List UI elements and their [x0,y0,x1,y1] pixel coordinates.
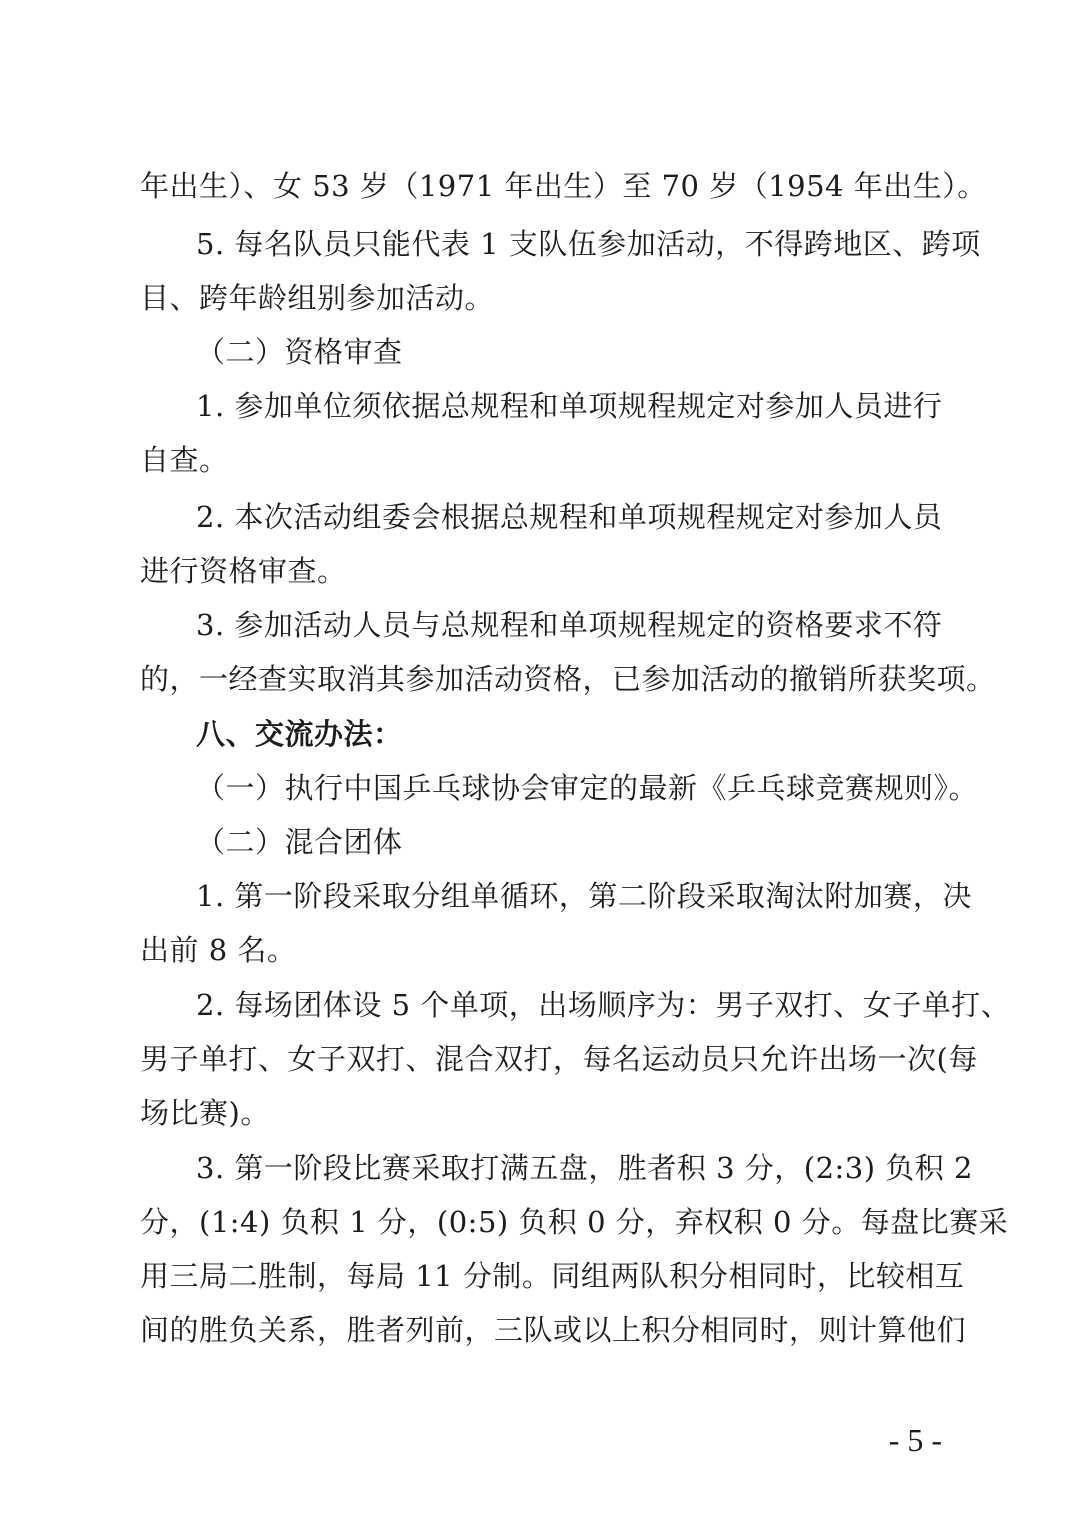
text-line: 的，一经查实取消其参加活动资格，已参加活动的撤销所获奖项。 [140,662,996,696]
text-line: 目、跨年龄组别参加活动。 [140,281,495,315]
text-line: 5. 每名队员只能代表 1 支队伍参加活动，不得跨地区、跨项 [196,227,981,261]
text-line: 1. 参加单位须依据总规程和单项规程规定对参加人员进行 [196,389,943,423]
text-line: 自查。 [140,443,229,477]
text-line: 2. 每场团体设 5 个单项，出场顺序为：男子双打、女子单打、 [196,988,1011,1022]
text-line: 3. 第一阶段比赛采取打满五盘，胜者积 3 分，(2:3) 负积 2 [196,1151,973,1185]
text-line: （一）执行中国乒乓球协会审定的最新《乒乓球竞赛规则》。 [196,771,979,805]
text-line: 年出生）、女 53 岁（1971 年出生）至 70 岁（1954 年出生）。 [140,169,987,203]
section-heading: 八、交流办法： [196,717,403,751]
section-subheading: （二）资格审查 [196,335,403,369]
text-line: 分，(1:4) 负积 1 分，(0:5) 负积 0 分，弃权积 0 分。每盘比赛采 [140,1205,1009,1239]
text-line: 3. 参加活动人员与总规程和单项规程规定的资格要求不符 [196,608,943,642]
section-subheading: （二）混合团体 [196,825,403,859]
text-line: 出前 8 名。 [140,933,297,967]
text-line: 场比赛)。 [140,1096,270,1130]
text-line: 2. 本次活动组委会根据总规程和单项规程规定对参加人员 [196,500,943,534]
text-line: 用三局二胜制，每局 11 分制。同组两队积分相同时，比较相互 [140,1259,965,1293]
page-number: - 5 - [888,1422,942,1458]
text-line: 间的胜负关系，胜者列前，三队或以上积分相同时，则计算他们 [140,1313,967,1347]
text-line: 1. 第一阶段采取分组单循环，第二阶段采取淘汰附加赛，决 [196,879,972,913]
text-line: 进行资格审查。 [140,554,347,588]
text-line: 男子单打、女子双打、混合双打，每名运动员只允许出场一次(每 [140,1042,978,1076]
